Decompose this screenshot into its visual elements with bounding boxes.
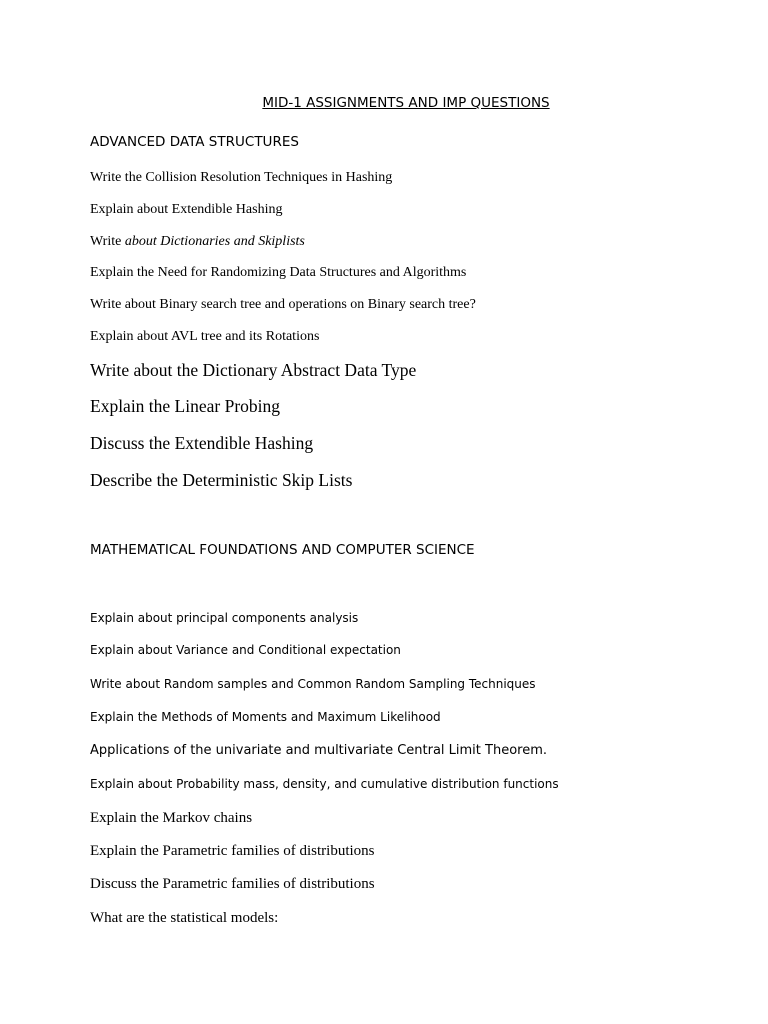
question-item: Explain about Probability mass, density, and cumulative distribution functions: [90, 777, 559, 791]
question-item: [90, 235, 305, 249]
question-item: Write the Collision Resolution Techniques in Hashing: [90, 170, 393, 185]
question-item: Explain about Variance and Conditional expectation: [90, 643, 401, 657]
question-item: Discuss the Parametric families of distributions: [90, 876, 375, 892]
section-heading-mfcs: MATHEMATICAL FOUNDATIONS AND COMPUTER SCIENCE: [90, 542, 475, 558]
question-item: Write about Binary search tree and operations on Binary search tree?: [90, 297, 476, 312]
question-item: Explain the Markov chains: [90, 810, 253, 826]
document-title: MID-1 ASSIGNMENTS AND IMP QUESTIONS: [262, 95, 550, 111]
question-item: Explain the Methods of Moments and Maximum Likelihood: [90, 710, 441, 724]
question-item: What are the statistical models:: [90, 910, 279, 926]
question-item: Explain about principal components analysis: [90, 611, 359, 625]
question-item: Describe the Deterministic Skip Lists: [90, 470, 353, 490]
question-item: Explain the Linear Probing: [90, 396, 281, 416]
question-item: Applications of the univariate and multivariate Central Limit Theorem.: [90, 743, 548, 758]
question-item: Explain about AVL tree and its Rotations: [90, 329, 320, 344]
question-item: Write about the Dictionary Abstract Data Type: [90, 360, 417, 380]
question-item: Explain the Need for Randomizing Data Structures and Algorithms: [90, 265, 467, 280]
section-heading-ads: ADVANCED DATA STRUCTURES: [90, 134, 299, 150]
question-prefix: Write: [90, 234, 125, 249]
question-item: Explain the Parametric families of distributions: [90, 843, 375, 859]
question-item: Explain about Extendible Hashing: [90, 202, 283, 217]
question-item: Write about Random samples and Common Random Sampling Techniques: [90, 677, 536, 691]
question-item: Discuss the Extendible Hashing: [90, 433, 314, 453]
question-italic-text: about Dictionaries and Skiplists: [124, 234, 305, 249]
